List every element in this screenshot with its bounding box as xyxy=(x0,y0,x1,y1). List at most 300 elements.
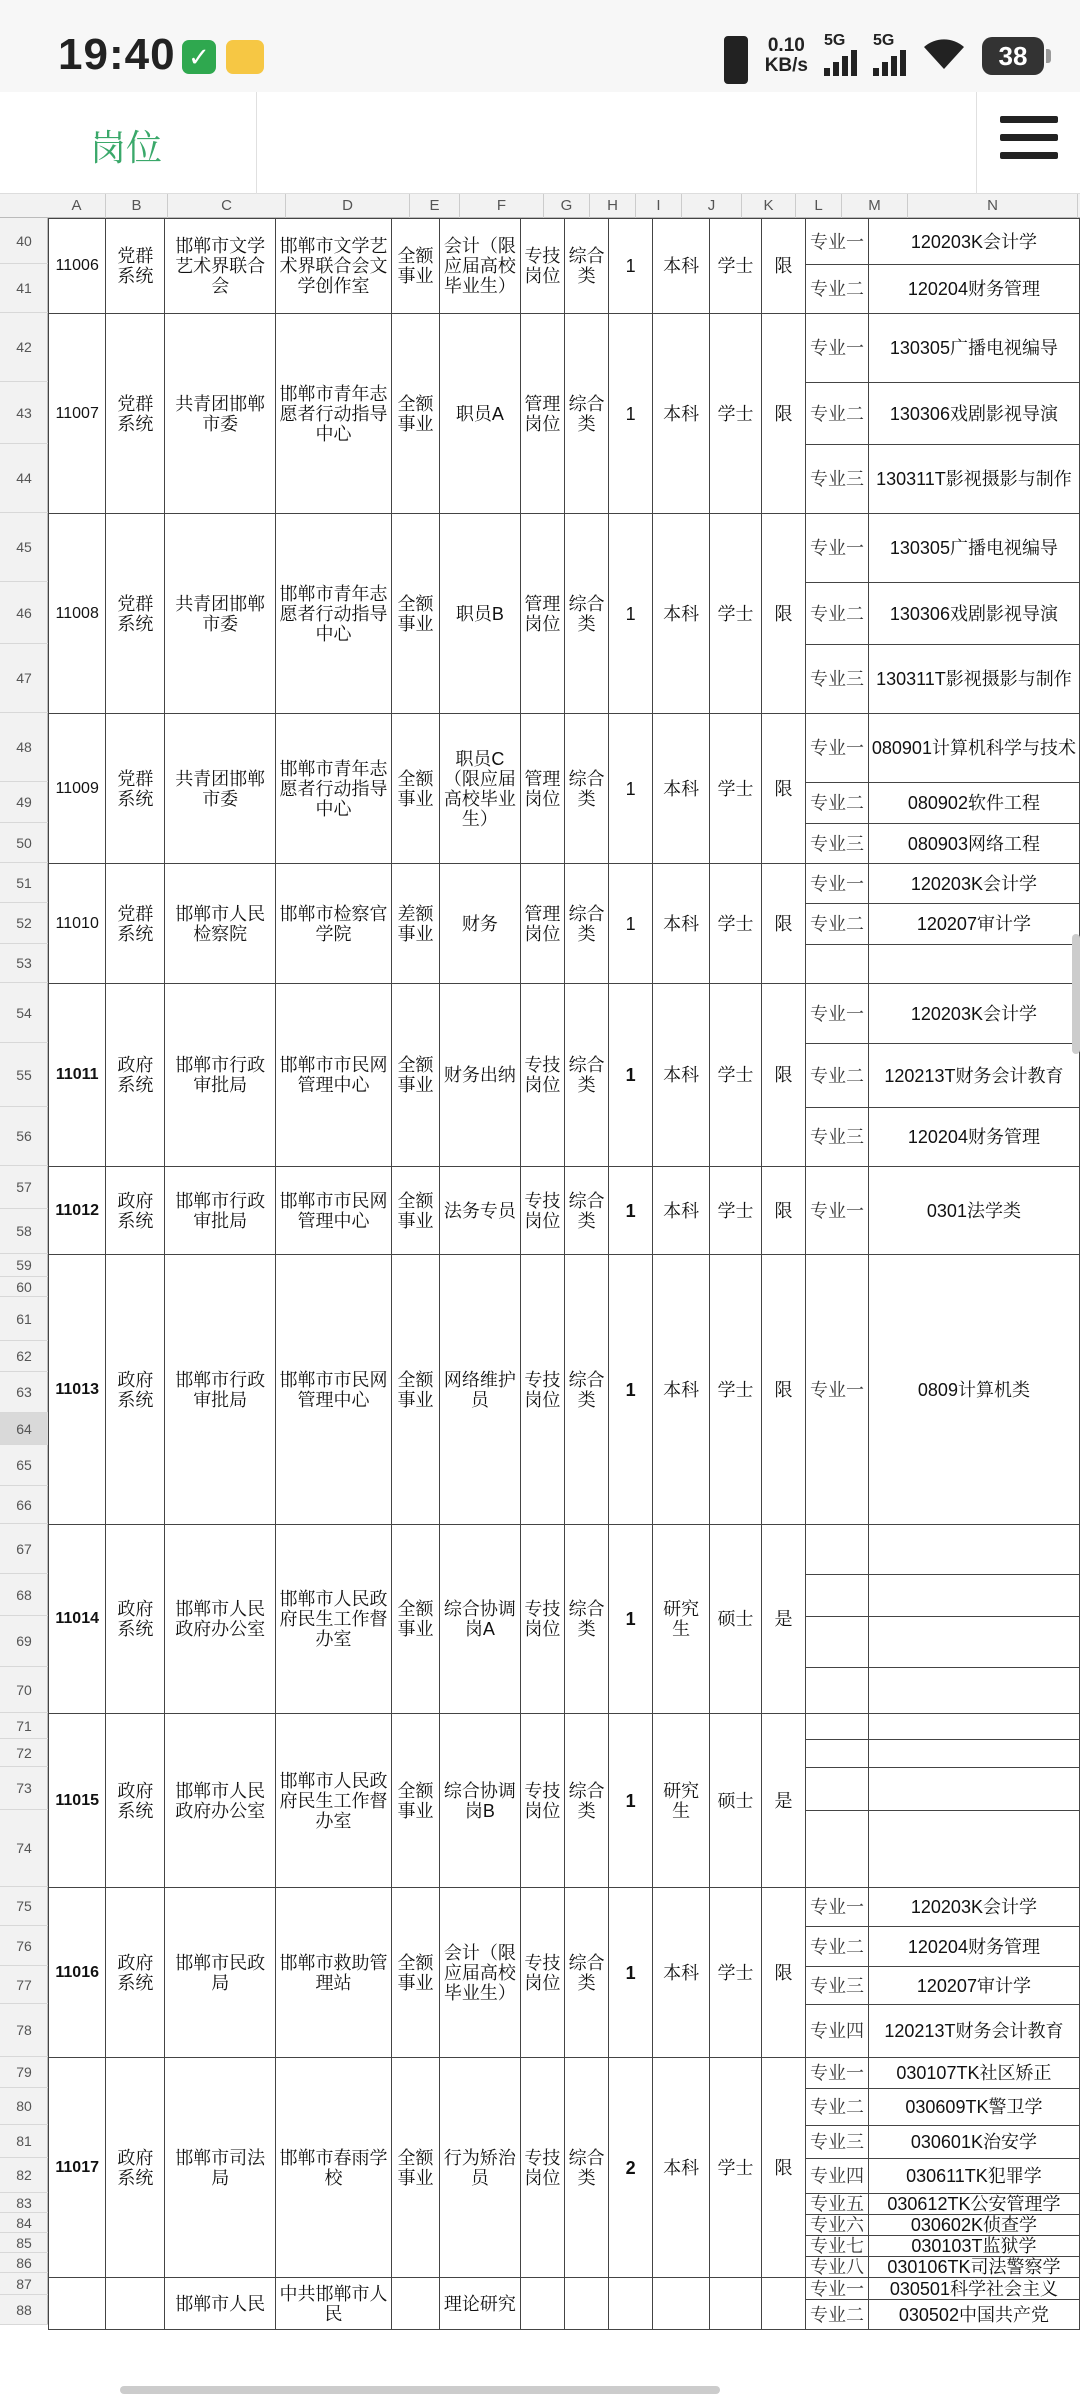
column-header-J[interactable]: J xyxy=(682,194,742,218)
row-header-71[interactable]: 71 xyxy=(0,1713,48,1739)
degree-cell[interactable]: 学士 xyxy=(710,514,762,714)
row-header-42[interactable]: 42 xyxy=(0,313,48,382)
unit-cell[interactable]: 邯郸市人民政府民生工作督办室 xyxy=(275,1525,391,1714)
major-name-cell[interactable]: 130305广播电视编导 xyxy=(868,314,1079,383)
restriction-cell[interactable]: 限 xyxy=(761,714,805,864)
department-cell[interactable]: 邯郸市行政审批局 xyxy=(165,984,276,1167)
row-header-87[interactable]: 87 xyxy=(0,2273,48,2295)
major-name-cell[interactable]: 120204财务管理 xyxy=(868,1927,1079,1967)
restriction-cell[interactable]: 限 xyxy=(761,1888,805,2058)
major-label-cell[interactable]: 专业一 xyxy=(806,984,869,1044)
position-code-cell[interactable]: 11006 xyxy=(49,219,106,314)
post-kind-cell[interactable]: 综合类 xyxy=(565,219,609,314)
system-cell[interactable]: 政府系统 xyxy=(106,984,165,1167)
sheet-tab-title[interactable]: 岗位 xyxy=(90,127,163,168)
column-header-G[interactable]: G xyxy=(544,194,590,218)
row-header-62[interactable]: 62 xyxy=(0,1341,48,1372)
row-header-67[interactable]: 67 xyxy=(0,1524,48,1574)
row-header-46[interactable]: 46 xyxy=(0,582,48,644)
unit-cell[interactable]: 邯郸市救助管理站 xyxy=(275,1888,391,2058)
major-label-cell[interactable]: 专业二 xyxy=(806,265,869,314)
row-header-70[interactable]: 70 xyxy=(0,1667,48,1713)
system-cell[interactable]: 党群系统 xyxy=(106,864,165,984)
post-name-cell[interactable]: 职员A xyxy=(439,314,520,514)
major-label-cell[interactable]: 专业三 xyxy=(806,1108,869,1167)
unit-cell[interactable]: 邯郸市文学艺术界联合会文学创作室 xyxy=(275,219,391,314)
major-name-cell[interactable] xyxy=(868,1575,1079,1617)
row-header-44[interactable]: 44 xyxy=(0,444,48,513)
department-cell[interactable]: 邯郸市人民政府办公室 xyxy=(165,1714,276,1888)
horizontal-scrollbar[interactable] xyxy=(120,2386,720,2394)
major-name-cell[interactable]: 080901计算机科学与技术 xyxy=(868,714,1079,783)
major-name-cell[interactable]: 130306戏剧影视导演 xyxy=(868,583,1079,645)
row-header-85[interactable]: 85 xyxy=(0,2233,48,2253)
major-label-cell[interactable]: 专业三 xyxy=(806,824,869,864)
position-code-cell[interactable]: 11010 xyxy=(49,864,106,984)
restriction-cell[interactable]: 限 xyxy=(761,514,805,714)
unit-cell[interactable]: 邯郸市青年志愿者行动指导中心 xyxy=(275,514,391,714)
post-category-cell[interactable]: 专技岗位 xyxy=(520,2058,564,2278)
post-name-cell[interactable]: 理论研究 xyxy=(439,2278,520,2330)
column-header-L[interactable]: L xyxy=(796,194,842,218)
headcount-cell[interactable]: 1 xyxy=(609,219,653,314)
degree-cell[interactable]: 学士 xyxy=(710,714,762,864)
major-name-cell[interactable]: 080903网络工程 xyxy=(868,824,1079,864)
row-header-55[interactable]: 55 xyxy=(0,1043,48,1107)
major-name-cell[interactable]: 030601K治安学 xyxy=(868,2126,1079,2159)
major-name-cell[interactable] xyxy=(868,1768,1079,1811)
major-label-cell[interactable]: 专业一 xyxy=(806,1255,869,1525)
column-header-M[interactable]: M xyxy=(842,194,908,218)
funding-type-cell[interactable]: 全额事业 xyxy=(392,1525,440,1714)
system-cell[interactable]: 政府系统 xyxy=(106,2058,165,2278)
major-name-cell[interactable]: 030609TK警卫学 xyxy=(868,2089,1079,2126)
major-label-cell[interactable] xyxy=(806,1714,869,1740)
education-cell[interactable]: 本科 xyxy=(652,1888,709,2058)
position-code-cell[interactable]: 11015 xyxy=(49,1714,106,1888)
major-name-cell[interactable]: 130311T影视摄影与制作 xyxy=(868,445,1079,514)
headcount-cell[interactable]: 1 xyxy=(609,1714,653,1888)
degree-cell[interactable]: 学士 xyxy=(710,864,762,984)
position-code-cell[interactable]: 11008 xyxy=(49,514,106,714)
system-cell[interactable]: 政府系统 xyxy=(106,1255,165,1525)
restriction-cell[interactable]: 限 xyxy=(761,1255,805,1525)
funding-type-cell[interactable]: 全额事业 xyxy=(392,219,440,314)
major-label-cell[interactable]: 专业一 xyxy=(806,1167,869,1255)
row-header-50[interactable]: 50 xyxy=(0,823,48,863)
funding-type-cell[interactable]: 全额事业 xyxy=(392,1888,440,2058)
system-cell[interactable]: 党群系统 xyxy=(106,714,165,864)
degree-cell[interactable] xyxy=(710,2278,762,2330)
major-label-cell[interactable] xyxy=(806,1525,869,1575)
row-header-45[interactable]: 45 xyxy=(0,513,48,582)
department-cell[interactable]: 邯郸市行政审批局 xyxy=(165,1255,276,1525)
education-cell[interactable] xyxy=(652,2278,709,2330)
row-header-72[interactable]: 72 xyxy=(0,1739,48,1767)
position-code-cell[interactable]: 11014 xyxy=(49,1525,106,1714)
major-name-cell[interactable]: 120213T财务会计教育 xyxy=(868,2005,1079,2058)
education-cell[interactable]: 研究生 xyxy=(652,1525,709,1714)
post-kind-cell[interactable]: 综合类 xyxy=(565,984,609,1167)
post-category-cell[interactable]: 专技岗位 xyxy=(520,219,564,314)
major-label-cell[interactable] xyxy=(806,1575,869,1617)
column-header-C[interactable]: C xyxy=(168,194,286,218)
row-header-74[interactable]: 74 xyxy=(0,1810,48,1887)
unit-cell[interactable]: 邯郸市青年志愿者行动指导中心 xyxy=(275,314,391,514)
headcount-cell[interactable]: 1 xyxy=(609,864,653,984)
restriction-cell[interactable]: 限 xyxy=(761,314,805,514)
degree-cell[interactable]: 学士 xyxy=(710,984,762,1167)
row-header-88[interactable]: 88 xyxy=(0,2295,48,2325)
row-header-51[interactable]: 51 xyxy=(0,863,48,903)
major-label-cell[interactable]: 专业一 xyxy=(806,1888,869,1927)
major-label-cell[interactable] xyxy=(806,1617,869,1668)
restriction-cell[interactable]: 是 xyxy=(761,1525,805,1714)
department-cell[interactable]: 邯郸市司法局 xyxy=(165,2058,276,2278)
headcount-cell[interactable]: 1 xyxy=(609,1167,653,1255)
row-header-47[interactable]: 47 xyxy=(0,644,48,713)
department-cell[interactable]: 共青团邯郸市委 xyxy=(165,714,276,864)
major-label-cell[interactable]: 专业五 xyxy=(806,2194,869,2215)
major-name-cell[interactable]: 120203K会计学 xyxy=(868,1888,1079,1927)
education-cell[interactable]: 本科 xyxy=(652,514,709,714)
funding-type-cell[interactable] xyxy=(392,2278,440,2330)
major-name-cell[interactable] xyxy=(868,1668,1079,1714)
major-name-cell[interactable]: 120204财务管理 xyxy=(868,1108,1079,1167)
headcount-cell[interactable]: 1 xyxy=(609,984,653,1167)
post-kind-cell[interactable]: 综合类 xyxy=(565,2058,609,2278)
post-category-cell[interactable] xyxy=(520,2278,564,2330)
unit-cell[interactable]: 邯郸市春雨学校 xyxy=(275,2058,391,2278)
post-category-cell[interactable]: 专技岗位 xyxy=(520,1714,564,1888)
system-cell[interactable]: 政府系统 xyxy=(106,1167,165,1255)
post-name-cell[interactable]: 职员C（限应届高校毕业生） xyxy=(439,714,520,864)
hamburger-menu-icon[interactable] xyxy=(1000,116,1060,168)
education-cell[interactable]: 本科 xyxy=(652,1167,709,1255)
row-header-68[interactable]: 68 xyxy=(0,1574,48,1616)
post-kind-cell[interactable]: 综合类 xyxy=(565,1167,609,1255)
unit-cell[interactable]: 邯郸市市民网管理中心 xyxy=(275,984,391,1167)
funding-type-cell[interactable]: 全额事业 xyxy=(392,1255,440,1525)
column-header-N[interactable]: N xyxy=(908,194,1078,218)
major-label-cell[interactable]: 专业二 xyxy=(806,2300,869,2330)
major-label-cell[interactable]: 专业二 xyxy=(806,383,869,445)
post-kind-cell[interactable]: 综合类 xyxy=(565,1255,609,1525)
position-code-cell[interactable]: 11012 xyxy=(49,1167,106,1255)
restriction-cell[interactable]: 限 xyxy=(761,984,805,1167)
row-header-59[interactable]: 59 xyxy=(0,1254,48,1277)
row-header-52[interactable]: 52 xyxy=(0,903,48,944)
department-cell[interactable]: 邯郸市行政审批局 xyxy=(165,1167,276,1255)
column-header-I[interactable]: I xyxy=(636,194,682,218)
major-label-cell[interactable]: 专业二 xyxy=(806,1927,869,1967)
funding-type-cell[interactable]: 全额事业 xyxy=(392,514,440,714)
major-label-cell[interactable]: 专业一 xyxy=(806,2278,869,2300)
major-name-cell[interactable]: 030602K侦查学 xyxy=(868,2215,1079,2236)
major-name-cell[interactable]: 130306戏剧影视导演 xyxy=(868,383,1079,445)
post-name-cell[interactable]: 综合协调岗B xyxy=(439,1714,520,1888)
education-cell[interactable]: 本科 xyxy=(652,219,709,314)
major-label-cell[interactable]: 专业一 xyxy=(806,219,869,265)
restriction-cell[interactable]: 限 xyxy=(761,1167,805,1255)
funding-type-cell[interactable]: 全额事业 xyxy=(392,1714,440,1888)
row-header-63[interactable]: 63 xyxy=(0,1372,48,1413)
row-header-76[interactable]: 76 xyxy=(0,1926,48,1966)
major-label-cell[interactable]: 专业二 xyxy=(806,2089,869,2126)
row-header-86[interactable]: 86 xyxy=(0,2253,48,2273)
post-category-cell[interactable]: 管理岗位 xyxy=(520,514,564,714)
major-label-cell[interactable]: 专业一 xyxy=(806,314,869,383)
major-label-cell[interactable]: 专业八 xyxy=(806,2257,869,2278)
department-cell[interactable]: 邯郸市人民检察院 xyxy=(165,864,276,984)
post-name-cell[interactable]: 行为矫治员 xyxy=(439,2058,520,2278)
row-header-69[interactable]: 69 xyxy=(0,1616,48,1667)
major-label-cell[interactable] xyxy=(806,945,869,984)
headcount-cell[interactable]: 1 xyxy=(609,714,653,864)
position-code-cell[interactable]: 11007 xyxy=(49,314,106,514)
major-name-cell[interactable] xyxy=(868,945,1079,984)
post-kind-cell[interactable]: 综合类 xyxy=(565,514,609,714)
row-header-79[interactable]: 79 xyxy=(0,2057,48,2088)
row-header-49[interactable]: 49 xyxy=(0,782,48,823)
position-code-cell[interactable]: 11017 xyxy=(49,2058,106,2278)
major-name-cell[interactable]: 030611TK犯罪学 xyxy=(868,2159,1079,2194)
degree-cell[interactable]: 学士 xyxy=(710,314,762,514)
major-name-cell[interactable]: 030106TK司法警察学 xyxy=(868,2257,1079,2278)
row-header-83[interactable]: 83 xyxy=(0,2193,48,2213)
major-label-cell[interactable]: 专业一 xyxy=(806,864,869,904)
post-category-cell[interactable]: 专技岗位 xyxy=(520,984,564,1167)
restriction-cell[interactable]: 限 xyxy=(761,2058,805,2278)
data-grid[interactable] xyxy=(48,218,1080,2330)
system-cell[interactable]: 政府系统 xyxy=(106,1714,165,1888)
column-header-H[interactable]: H xyxy=(590,194,636,218)
major-name-cell[interactable]: 030107TK社区矫正 xyxy=(868,2058,1079,2089)
major-name-cell[interactable]: 030502中国共产党 xyxy=(868,2300,1079,2330)
row-header-65[interactable]: 65 xyxy=(0,1445,48,1486)
post-category-cell[interactable]: 专技岗位 xyxy=(520,1888,564,2058)
major-label-cell[interactable]: 专业四 xyxy=(806,2159,869,2194)
degree-cell[interactable]: 学士 xyxy=(710,1255,762,1525)
post-name-cell[interactable]: 网络维护员 xyxy=(439,1255,520,1525)
major-name-cell[interactable] xyxy=(868,1811,1079,1888)
education-cell[interactable]: 本科 xyxy=(652,1255,709,1525)
major-name-cell[interactable]: 080902软件工程 xyxy=(868,783,1079,824)
major-name-cell[interactable] xyxy=(868,1525,1079,1575)
major-label-cell[interactable] xyxy=(806,1668,869,1714)
restriction-cell[interactable]: 限 xyxy=(761,864,805,984)
department-cell[interactable]: 邯郸市人民 xyxy=(165,2278,276,2330)
unit-cell[interactable]: 邯郸市市民网管理中心 xyxy=(275,1167,391,1255)
column-header-F[interactable]: F xyxy=(460,194,544,218)
post-kind-cell[interactable]: 综合类 xyxy=(565,1525,609,1714)
row-header-40[interactable]: 40 xyxy=(0,218,48,264)
position-code-cell[interactable]: 11013 xyxy=(49,1255,106,1525)
post-name-cell[interactable]: 财务 xyxy=(439,864,520,984)
headcount-cell[interactable]: 1 xyxy=(609,1888,653,2058)
row-header-78[interactable]: 78 xyxy=(0,2004,48,2057)
post-kind-cell[interactable]: 综合类 xyxy=(565,714,609,864)
major-label-cell[interactable]: 专业二 xyxy=(806,783,869,824)
headcount-cell[interactable]: 2 xyxy=(609,2058,653,2278)
row-header-75[interactable]: 75 xyxy=(0,1887,48,1926)
row-header-61[interactable]: 61 xyxy=(0,1297,48,1341)
unit-cell[interactable]: 邯郸市市民网管理中心 xyxy=(275,1255,391,1525)
funding-type-cell[interactable]: 全额事业 xyxy=(392,1167,440,1255)
row-header-58[interactable]: 58 xyxy=(0,1209,48,1254)
post-name-cell[interactable]: 职员B xyxy=(439,514,520,714)
system-cell[interactable]: 政府系统 xyxy=(106,1888,165,2058)
system-cell[interactable]: 党群系统 xyxy=(106,514,165,714)
row-header-60[interactable]: 60 xyxy=(0,1277,48,1297)
degree-cell[interactable]: 学士 xyxy=(710,1167,762,1255)
major-name-cell[interactable]: 030103T监狱学 xyxy=(868,2236,1079,2257)
headcount-cell[interactable]: 1 xyxy=(609,1525,653,1714)
education-cell[interactable]: 研究生 xyxy=(652,1714,709,1888)
post-kind-cell[interactable]: 综合类 xyxy=(565,1714,609,1888)
post-category-cell[interactable]: 专技岗位 xyxy=(520,1255,564,1525)
position-code-cell[interactable] xyxy=(49,2278,106,2330)
post-category-cell[interactable]: 专技岗位 xyxy=(520,1167,564,1255)
major-label-cell[interactable]: 专业一 xyxy=(806,2058,869,2089)
education-cell[interactable]: 本科 xyxy=(652,864,709,984)
major-label-cell[interactable]: 专业二 xyxy=(806,583,869,645)
position-code-cell[interactable]: 11016 xyxy=(49,1888,106,2058)
department-cell[interactable]: 共青团邯郸市委 xyxy=(165,314,276,514)
system-cell[interactable]: 党群系统 xyxy=(106,314,165,514)
degree-cell[interactable]: 硕士 xyxy=(710,1525,762,1714)
position-code-cell[interactable]: 11011 xyxy=(49,984,106,1167)
education-cell[interactable]: 本科 xyxy=(652,2058,709,2278)
headcount-cell[interactable]: 1 xyxy=(609,1255,653,1525)
row-header-57[interactable]: 57 xyxy=(0,1166,48,1209)
degree-cell[interactable]: 硕士 xyxy=(710,1714,762,1888)
row-header-73[interactable]: 73 xyxy=(0,1767,48,1810)
major-name-cell[interactable]: 120203K会计学 xyxy=(868,219,1079,265)
vertical-scrollbar[interactable] xyxy=(1072,934,1080,1054)
major-label-cell[interactable] xyxy=(806,1740,869,1768)
row-header-56[interactable]: 56 xyxy=(0,1107,48,1166)
system-cell[interactable]: 党群系统 xyxy=(106,219,165,314)
major-label-cell[interactable]: 专业二 xyxy=(806,1044,869,1108)
post-name-cell[interactable]: 会计（限应届高校毕业生） xyxy=(439,1888,520,2058)
major-name-cell[interactable]: 120203K会计学 xyxy=(868,864,1079,904)
major-label-cell[interactable] xyxy=(806,1768,869,1811)
department-cell[interactable]: 共青团邯郸市委 xyxy=(165,514,276,714)
education-cell[interactable]: 本科 xyxy=(652,714,709,864)
major-name-cell[interactable]: 120207审计学 xyxy=(868,1967,1079,2005)
major-name-cell[interactable] xyxy=(868,1617,1079,1668)
row-header-53[interactable]: 53 xyxy=(0,944,48,983)
major-name-cell[interactable] xyxy=(868,1714,1079,1740)
spreadsheet[interactable] xyxy=(0,194,1080,2400)
post-category-cell[interactable]: 专技岗位 xyxy=(520,1525,564,1714)
row-header-64[interactable]: 64 xyxy=(0,1413,48,1445)
headcount-cell[interactable]: 1 xyxy=(609,314,653,514)
education-cell[interactable]: 本科 xyxy=(652,314,709,514)
post-name-cell[interactable]: 会计（限应届高校毕业生） xyxy=(439,219,520,314)
education-cell[interactable]: 本科 xyxy=(652,984,709,1167)
funding-type-cell[interactable]: 全额事业 xyxy=(392,714,440,864)
department-cell[interactable]: 邯郸市人民政府办公室 xyxy=(165,1525,276,1714)
funding-type-cell[interactable]: 全额事业 xyxy=(392,314,440,514)
system-cell[interactable] xyxy=(106,2278,165,2330)
row-header-41[interactable]: 41 xyxy=(0,264,48,313)
row-header-66[interactable]: 66 xyxy=(0,1486,48,1524)
unit-cell[interactable]: 邯郸市人民政府民生工作督办室 xyxy=(275,1714,391,1888)
major-name-cell[interactable]: 120204财务管理 xyxy=(868,265,1079,314)
major-label-cell[interactable]: 专业三 xyxy=(806,1967,869,2005)
position-code-cell[interactable]: 11009 xyxy=(49,714,106,864)
unit-cell[interactable]: 邯郸市青年志愿者行动指导中心 xyxy=(275,714,391,864)
post-category-cell[interactable]: 管理岗位 xyxy=(520,864,564,984)
post-kind-cell[interactable] xyxy=(565,2278,609,2330)
headcount-cell[interactable] xyxy=(609,2278,653,2330)
row-header-43[interactable]: 43 xyxy=(0,382,48,444)
major-name-cell[interactable]: 120213T财务会计教育 xyxy=(868,1044,1079,1108)
row-header-81[interactable]: 81 xyxy=(0,2125,48,2158)
department-cell[interactable]: 邯郸市民政局 xyxy=(165,1888,276,2058)
major-label-cell[interactable]: 专业三 xyxy=(806,445,869,514)
post-kind-cell[interactable]: 综合类 xyxy=(565,314,609,514)
row-header-84[interactable]: 84 xyxy=(0,2213,48,2233)
major-name-cell[interactable]: 030612TK公安管理学 xyxy=(868,2194,1079,2215)
major-name-cell[interactable] xyxy=(868,1740,1079,1768)
post-kind-cell[interactable]: 综合类 xyxy=(565,864,609,984)
major-label-cell[interactable] xyxy=(806,1811,869,1888)
funding-type-cell[interactable]: 差额事业 xyxy=(392,864,440,984)
post-category-cell[interactable]: 管理岗位 xyxy=(520,314,564,514)
department-cell[interactable]: 邯郸市文学艺术界联合会 xyxy=(165,219,276,314)
row-header-80[interactable]: 80 xyxy=(0,2088,48,2125)
post-name-cell[interactable]: 财务出纳 xyxy=(439,984,520,1167)
major-name-cell[interactable]: 120207审计学 xyxy=(868,904,1079,945)
major-name-cell[interactable]: 120203K会计学 xyxy=(868,984,1079,1044)
headcount-cell[interactable]: 1 xyxy=(609,514,653,714)
row-header-77[interactable]: 77 xyxy=(0,1966,48,2004)
unit-cell[interactable]: 邯郸市检察官学院 xyxy=(275,864,391,984)
column-header-E[interactable]: E xyxy=(410,194,460,218)
major-label-cell[interactable]: 专业四 xyxy=(806,2005,869,2058)
degree-cell[interactable]: 学士 xyxy=(710,2058,762,2278)
major-label-cell[interactable]: 专业三 xyxy=(806,645,869,714)
major-label-cell[interactable]: 专业六 xyxy=(806,2215,869,2236)
major-name-cell[interactable]: 030501科学社会主义 xyxy=(868,2278,1079,2300)
row-header-54[interactable]: 54 xyxy=(0,983,48,1043)
post-name-cell[interactable]: 综合协调岗A xyxy=(439,1525,520,1714)
unit-cell[interactable]: 中共邯郸市人民 xyxy=(275,2278,391,2330)
column-header-B[interactable]: B xyxy=(106,194,168,218)
post-category-cell[interactable]: 管理岗位 xyxy=(520,714,564,864)
degree-cell[interactable]: 学士 xyxy=(710,1888,762,2058)
major-label-cell[interactable]: 专业一 xyxy=(806,714,869,783)
major-name-cell[interactable]: 0809计算机类 xyxy=(868,1255,1079,1525)
column-header-D[interactable]: D xyxy=(286,194,410,218)
major-label-cell[interactable]: 专业二 xyxy=(806,904,869,945)
major-name-cell[interactable]: 0301法学类 xyxy=(868,1167,1079,1255)
major-label-cell[interactable]: 专业三 xyxy=(806,2126,869,2159)
major-label-cell[interactable]: 专业一 xyxy=(806,514,869,583)
funding-type-cell[interactable]: 全额事业 xyxy=(392,2058,440,2278)
restriction-cell[interactable] xyxy=(761,2278,805,2330)
major-name-cell[interactable]: 130311T影视摄影与制作 xyxy=(868,645,1079,714)
column-header-A[interactable]: A xyxy=(48,194,106,218)
degree-cell[interactable]: 学士 xyxy=(710,219,762,314)
column-header-K[interactable]: K xyxy=(742,194,796,218)
post-kind-cell[interactable]: 综合类 xyxy=(565,1888,609,2058)
restriction-cell[interactable]: 是 xyxy=(761,1714,805,1888)
row-header-48[interactable]: 48 xyxy=(0,713,48,782)
